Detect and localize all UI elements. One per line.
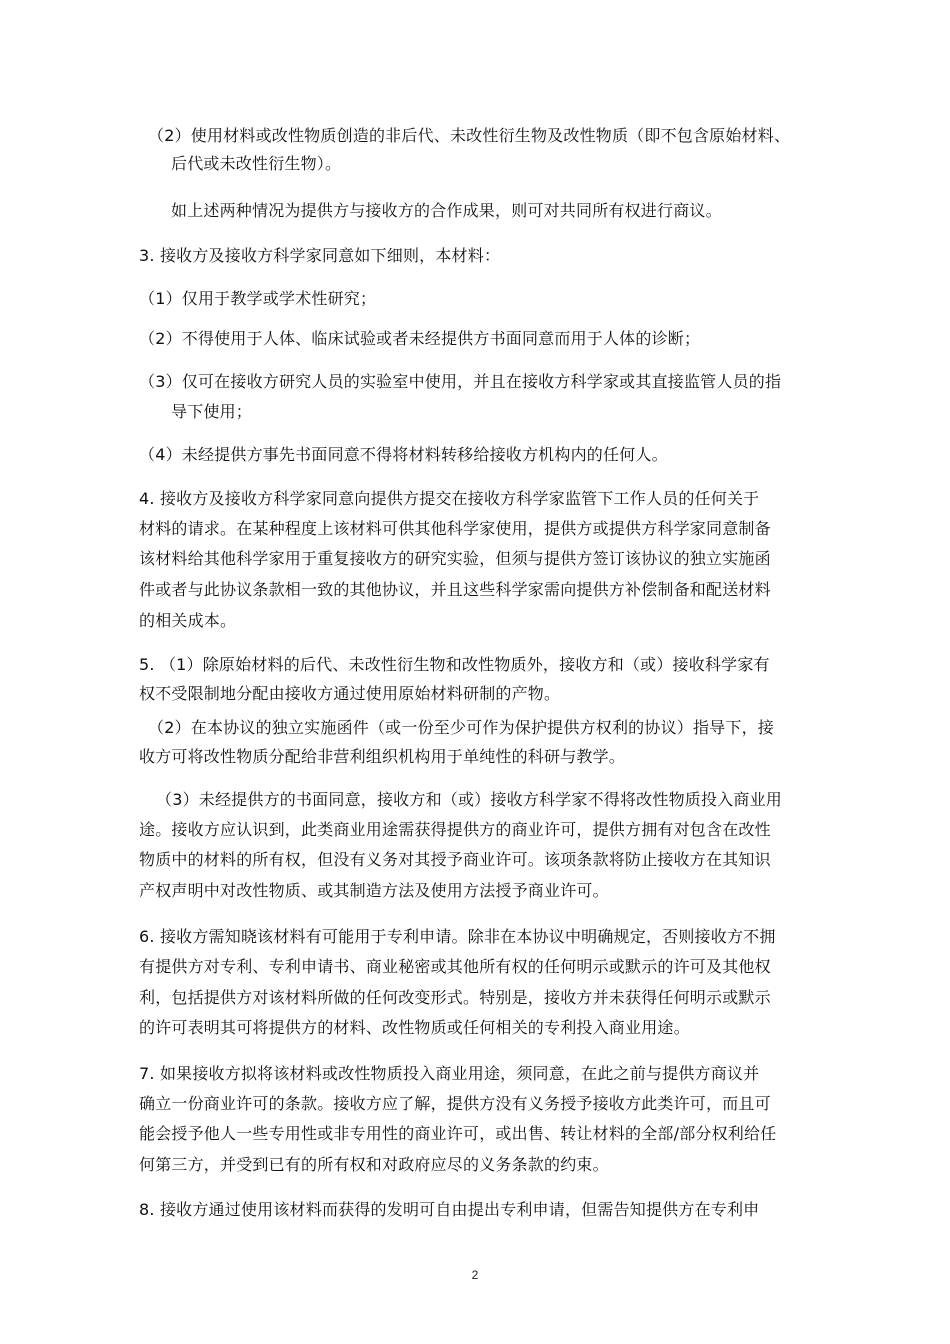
text-line: 利，包括提供方对该材料所做的任何改变形式。特别是，接收方并未获得任何明示或默示 [139, 988, 771, 1007]
text-line: 如上述两种情况为提供方与接收方的合作成果，则可对共同所有权进行商议。 [171, 201, 722, 220]
text-line: （2）不得使用于人体、临床试验或者未经提供方书面同意而用于人体的诊断； [139, 329, 701, 348]
text-line: 8. 接收方通过使用该材料而获得的发明可自由提出专利申请，但需告知提供方在专利申 [139, 1200, 760, 1219]
page-number: 2 [471, 1268, 479, 1282]
text-line: （3）仅可在接收方研究人员的实验室中使用，并且在接收方科学家或其直接监管人员的指 [139, 372, 782, 391]
text-line: 后代或未改性衍生物）。 [171, 154, 342, 173]
text-line: 途。接收方应认识到，此类商业用途需获得提供方的商业许可，提供方拥有对包含在改性 [139, 820, 771, 839]
text-line: （3）未经提供方的书面同意，接收方和（或）接收方科学家不得将改性物质投入商业用 [156, 790, 782, 809]
text-line: 确立一份商业许可的条款。接收方应了解，提供方没有义务授予接收方此类许可，而且可 [139, 1094, 771, 1113]
text-line: （1）仅用于教学或学术性研究； [139, 289, 377, 308]
text-line: 5. （1）除原始材料的后代、未改性衍生物和改性物质外，接收方和（或）接收科学家有 [139, 655, 770, 674]
text-line: 3. 接收方及接收方科学家同意如下细则，本材料： [139, 246, 501, 265]
text-line: 权不受限制地分配由接收方通过使用原始材料研制的产物。 [139, 684, 561, 703]
text-line: （2）在本协议的独立实施函件（或一份至少可作为保护提供方权利的协议）指导下，接 [148, 718, 774, 737]
text-line: 6. 接收方需知晓该材料有可能用于专利申请。除非在本协议中明确规定，否则接收方不拥 [139, 927, 776, 946]
text-line: 产权声明中对改性物质、或其制造方法及使用方法授予商业许可。 [139, 881, 609, 900]
text-line: 有提供方对专利、专利申请书、商业秘密或其他所有权的任何明示或默示的许可及其他权 [139, 957, 771, 976]
text-line: 能会授予他人一些专用性或非专用性的商业许可，或出售、转让材料的全部/部分权利给任 [139, 1124, 777, 1143]
text-line: 7. 如果接收方拟将该材料或改性物质投入商业用途，须同意，在此之前与提供方商议并 [139, 1064, 760, 1083]
text-line: 何第三方，并受到已有的所有权和对政府应尽的义务条款的约束。 [139, 1155, 609, 1174]
text-line: 4. 接收方及接收方科学家同意向提供方提交在接收方科学家监管下工作人员的任何关于 [139, 489, 760, 508]
text-line: （2）使用材料或改性物质创造的非后代、未改性衍生物及改性物质（即不包含原始材料、 [148, 126, 791, 145]
text-line: （4）未经提供方事先书面同意不得将材料转移给接收方机构内的任何人。 [139, 445, 668, 464]
text-line: 导下使用； [171, 402, 253, 421]
text-line: 收方可将改性物质分配给非营利组织机构用于单纯性的科研与教学。 [139, 747, 626, 766]
text-line: 的许可表明其可将提供方的材料、改性物质或任何相关的专利投入商业用途。 [139, 1018, 690, 1037]
text-line: 材料的请求。在某种程度上该材料可供其他科学家使用，提供方或提供方科学家同意制备 [139, 519, 771, 538]
text-line: 的相关成本。 [139, 611, 237, 630]
text-line: 该材料给其他科学家用于重复接收方的研究实验，但须与提供方签订该协议的独立实施函 [139, 549, 771, 568]
text-line: 物质中的材料的所有权，但没有义务对其授予商业许可。该项条款将防止接收方在其知识 [139, 850, 771, 869]
text-line: 件或者与此协议条款相一致的其他协议，并且这些科学家需向提供方补偿制备和配送材料 [139, 580, 771, 599]
